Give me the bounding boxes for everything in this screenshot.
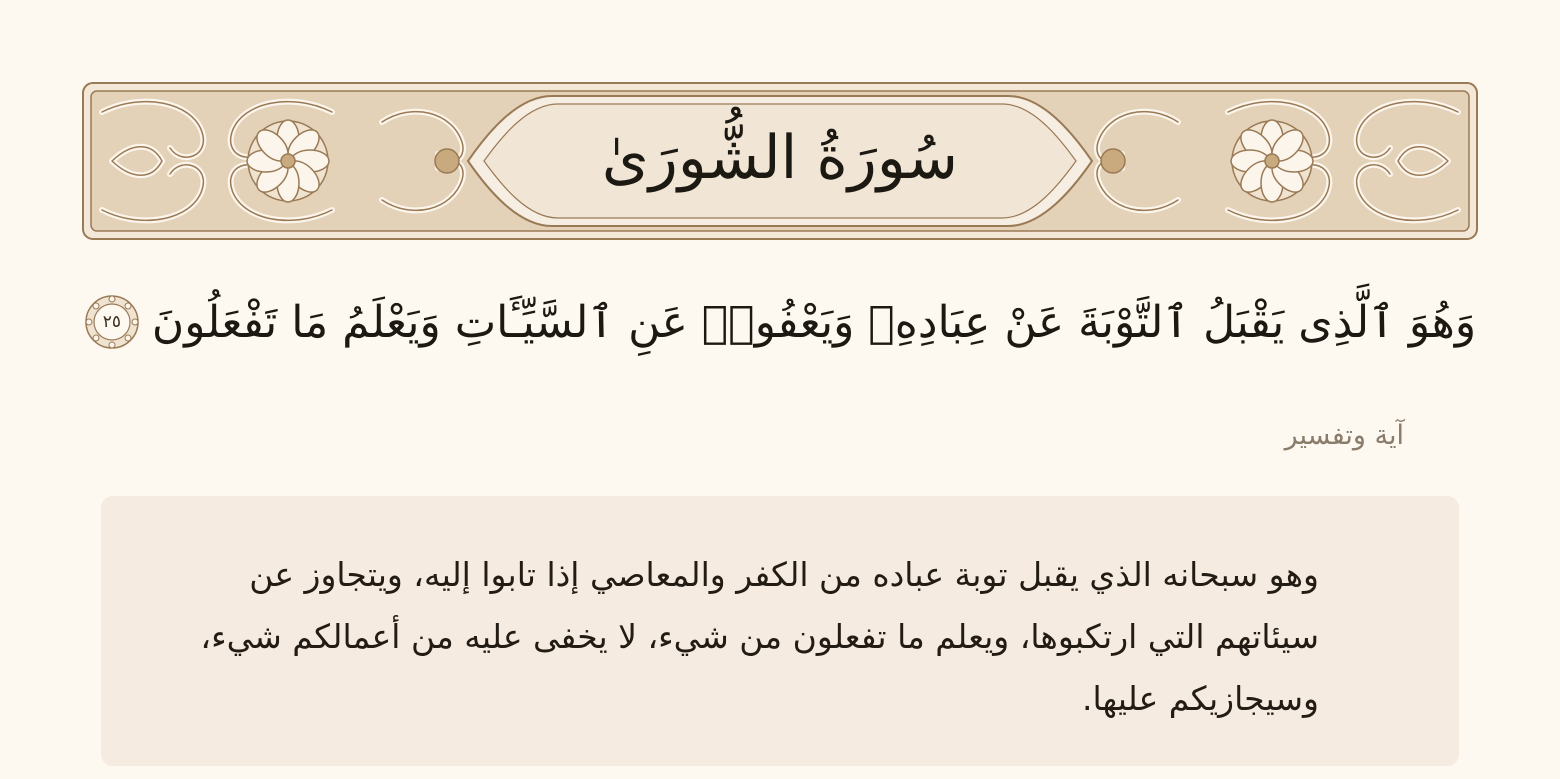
surah-header-banner [82,82,1478,240]
ayah-end-icon [84,294,140,350]
verse-text: وَهُوَ ٱلَّذِى يَقْبَلُ ٱلتَّوْبَةَ عَنْ عِبَادِهِۦ وَيَعْفُوا۟ عَنِ ٱلسَّيِّـَٔاتِ وَيَعْلَمُ مَا تَفْعَلُونَ [151,296,1477,348]
tafsir-text: وهو سبحانه الذي يقبل توبة عباده من الكفر والمعاصي إذا تابوا إليه، ويتجاوز عن سيئاتهم التي ارتكبوها، ويعلم ما تفعلون من شيء، لا يخفى عليه من أعمالكم شيء، وسيجازيكم عليها. [200,555,1319,718]
tafsir-card [101,496,1459,766]
verse-line [100,272,1477,372]
section-label: آية وتفسير [1284,420,1404,451]
surah-title: سُورَةُ الشُّورَىٰ [601,123,959,193]
ayah-number: ٢٥ [102,312,122,332]
